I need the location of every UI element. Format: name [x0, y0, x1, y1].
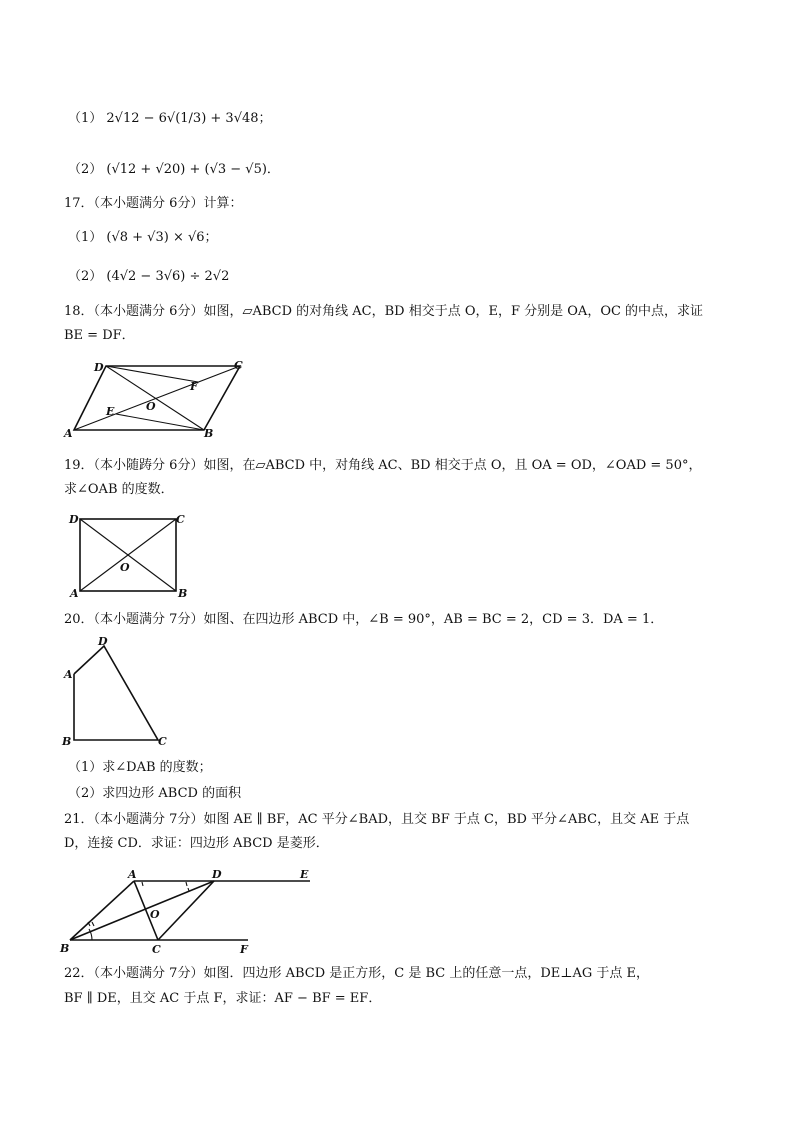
fig18-label-d: D — [94, 361, 104, 374]
figure-19-rectangle — [64, 510, 194, 598]
q19-text-cont: 求∠OAB 的度数． — [64, 482, 174, 497]
q18-text: 18．（本小题满分 6分）如图，▱ABCD 的对角线 AC，BD 相交于点 O，E，F 分别是 OA，OC 的中点，求证 — [64, 304, 704, 319]
fig21-label-c: C — [152, 943, 161, 956]
q22-text-cont: BF ∥ DE，且交 AC 于点 F，求证：AF − BF = EF． — [64, 991, 382, 1006]
fig18-label-o: O — [146, 400, 156, 413]
q21-text-cont: D，连接 CD．求证：四边形 ABCD 是菱形． — [64, 836, 329, 851]
fig21-segment-bd — [70, 881, 214, 940]
fig21-angle-ticks-ad — [142, 882, 189, 891]
fig18-label-f: F — [190, 380, 198, 393]
fig18-label-e: E — [106, 405, 115, 418]
fig18-label-a: A — [64, 427, 73, 440]
fig21-label-o: O — [150, 908, 160, 921]
fig20-quadrilateral — [74, 646, 158, 740]
fig20-label-a: A — [64, 668, 73, 681]
fig19-label-a: A — [70, 587, 79, 600]
q20-part1: （1）求∠DAB 的度数； — [68, 760, 212, 775]
q17-part2: （2） (4√2 − 3√6) ÷ 2√2 — [68, 269, 230, 284]
fig19-label-o: O — [120, 561, 130, 574]
q20-text: 20．（本小题满分 7分）如图、在四边形 ABCD 中，∠B = 90°，AB = BC = 2，CD = 3．DA = 1． — [64, 612, 664, 627]
fig21-angle-ticks-b — [88, 922, 94, 926]
q16-part1: （1） 2√12 − 6√(1/3) + 3√48； — [68, 111, 272, 126]
figure-21-rhombus — [62, 864, 322, 956]
fig21-label-f: F — [240, 943, 248, 956]
fig21-segment-ab — [70, 881, 134, 940]
fig19-label-d: D — [69, 513, 79, 526]
fig21-label-a: A — [128, 868, 137, 881]
fig19-label-b: B — [178, 587, 188, 600]
fig19-label-c: C — [176, 513, 185, 526]
figure-20-quadrilateral — [62, 634, 182, 748]
fig21-label-d: D — [212, 868, 222, 881]
fig18-label-b: B — [204, 427, 214, 440]
q20-part2: （2）求四边形 ABCD 的面积 — [68, 786, 242, 801]
fig18-segment-df — [106, 366, 198, 382]
fig21-segment-cd — [158, 881, 214, 940]
fig18-label-c: C — [234, 359, 243, 372]
q19-text: 19．（本小随踌分 6分）如图，在▱ABCD 中，对角线 AC、BD 相交于点 O，且 OA = OD，∠OAD = 50°， — [64, 458, 702, 473]
q16-part2: （2） (√12 + √20) + (√3 − √5)． — [68, 162, 280, 177]
q21-text: 21．（本小题满分 7分）如图 AE ∥ BF，AC 平分∠BAD，且交 BF 于点 C，BD 平分∠ABC，且交 AE 于点 — [64, 812, 690, 827]
fig20-label-c: C — [158, 735, 167, 748]
fig18-diagonal-bd — [106, 366, 204, 430]
q17-part1: （1） (√8 + √3) × √6； — [68, 230, 218, 245]
fig21-label-e: E — [300, 868, 309, 881]
q18-text-cont: BE = DF． — [64, 328, 135, 343]
figure-18-parallelogram — [62, 358, 252, 440]
fig21-label-b: B — [60, 942, 70, 955]
fig20-label-b: B — [62, 735, 72, 748]
fig18-diagonal-ac — [74, 366, 240, 430]
q22-text: 22．（本小题满分 7分）如图．四边形 ABCD 是正方形，C 是 BC 上的任意一点，DE⊥AG 于点 E， — [64, 966, 650, 981]
fig20-label-d: D — [98, 635, 108, 648]
q17-heading: 17．（本小题满分 6分）计算： — [64, 196, 243, 211]
